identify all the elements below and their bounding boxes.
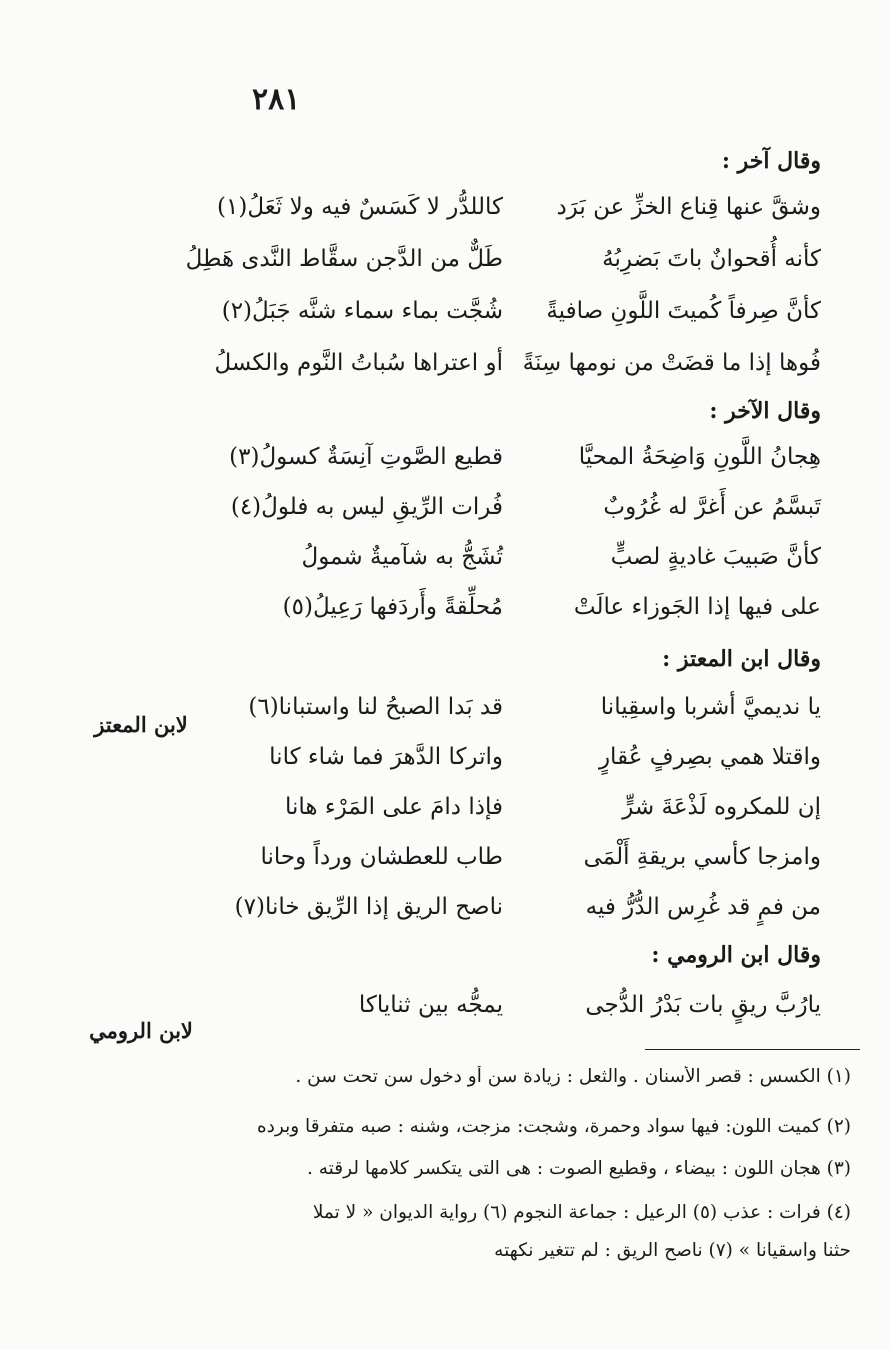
second-hemistich: فُرات الرِّيقِ ليس به فلولُ(٤) — [230, 494, 503, 520]
verse-line — [200, 844, 821, 892]
page-number: ٢٨١ — [252, 82, 301, 117]
first-hemistich: إن للمكروه لَذْعَةَ شرٍّ — [622, 794, 821, 820]
second-hemistich: يمجُّه بين ثناياكا — [358, 992, 503, 1018]
section-heading: وقال ابن الرومي : — [651, 942, 821, 968]
verse-line — [200, 992, 821, 1040]
footnote: (٤) فرات : عذب (٥) الرعيل : جماعة النجوم (٦) رواية الديوان « لا تملا — [312, 1202, 851, 1223]
second-hemistich: شُجَّت بماء سماء شنَّه جَبَلُ(٢) — [221, 298, 503, 324]
verse-line — [200, 194, 821, 242]
footnote: (١) الكسس : قصر الأسنان . والثعل : زيادة سن أو دخول سن تحت سن . — [295, 1066, 851, 1087]
first-hemistich: كأنَّ صَبيبَ غاديةٍ لصبٍّ — [610, 544, 821, 570]
verse-line — [200, 298, 821, 346]
second-hemistich: أو اعتراها سُباتُ النَّوم والكسلُ — [214, 350, 503, 376]
footnote: (٢) كميت اللون: فيها سواد وحمرة، وشجت: مزجت، وشنه : صبه متفرقا وبرده — [256, 1116, 851, 1137]
margin-note: لابن الرومي — [89, 1018, 193, 1043]
verse-line — [200, 694, 821, 742]
verse-line — [200, 744, 821, 792]
verse-line — [200, 894, 821, 942]
verse-line — [200, 494, 821, 542]
second-hemistich: قطيع الصَّوتِ آنِسَةٌ كسولُ(٣) — [229, 444, 503, 470]
verse-line — [200, 444, 821, 492]
second-hemistich: كاللدُّر لا كَسَسٌ فيه ولا ثَعَلُ(١) — [217, 194, 503, 220]
second-hemistich: طاب للعطشان ورداً وحانا — [260, 844, 503, 870]
first-hemistich: كأنه أُقحوانٌ باتَ بَضرِبُهُ — [602, 246, 821, 272]
verse-line — [200, 544, 821, 592]
first-hemistich: يارُبَّ ريقٍ بات بَدْرُ الدُّجى — [585, 992, 821, 1018]
first-hemistich: فُوها إذا ما قضَتْ من نومها سِنَةً — [522, 350, 821, 376]
first-hemistich: تَبسَّمُ عن أَغرَّ له غُرُوبٌ — [603, 494, 821, 520]
verse-line — [200, 794, 821, 842]
second-hemistich: طَلٌّ من الدَّجن سقَّاط النَّدى هَطِلُ — [185, 246, 503, 272]
first-hemistich: يا نديميَّ أشربا واسقِيانا — [600, 694, 821, 720]
section-heading: وقال الآخر : — [709, 398, 821, 424]
second-hemistich: واتركا الدَّهرَ فما شاء كانا — [269, 744, 503, 770]
first-hemistich: على فيها إذا الجَوزاء عالَتْ — [573, 594, 821, 620]
second-hemistich: مُحلِّقةً وأَردَفها رَعِيلُ(٥) — [282, 594, 503, 620]
second-hemistich: فإذا دامَ على المَرْء هانا — [284, 794, 503, 820]
verse-line — [200, 350, 821, 398]
verse-line — [200, 594, 821, 642]
footnote: (٣) هجان اللون : بيضاء ، وقطيع الصوت : هى التى يتكسر كلامها لرقته . — [307, 1158, 851, 1179]
second-hemistich: قد بَدا الصبحُ لنا واستبانا(٦) — [248, 694, 503, 720]
first-hemistich: كأنَّ صِرفاً كُميتَ اللَّونِ صافيةً — [546, 298, 821, 324]
first-hemistich: وامزجا كأسي بريقةِ أَلْمَى — [583, 844, 821, 870]
second-hemistich: تُشَجُّ به شآميةٌ شمولُ — [301, 544, 503, 570]
first-hemistich: وشقَّ عنها قِناع الخزِّ عن بَرَد — [556, 194, 821, 220]
first-hemistich: هِجانُ اللَّونِ وَاضِحَةُ المحيَّا — [578, 444, 821, 470]
first-hemistich: واقتلا همي بصِرفٍ عُقارٍ — [598, 744, 821, 770]
verse-line — [185, 246, 821, 294]
footnote: حثنا واسقيانا » (٧) ناصح الريق : لم تتغير نكهته — [494, 1240, 851, 1261]
section-heading: وقال آخر : — [721, 148, 821, 174]
footnote-divider — [645, 1049, 860, 1050]
first-hemistich: من فمٍ قد غُرِس الدُّرُّ فيه — [585, 894, 821, 920]
margin-note: لابن المعتز — [94, 712, 188, 737]
section-heading: وقال ابن المعتز : — [662, 646, 821, 672]
second-hemistich: ناصح الريق إذا الرِّيق خانا(٧) — [234, 894, 503, 920]
